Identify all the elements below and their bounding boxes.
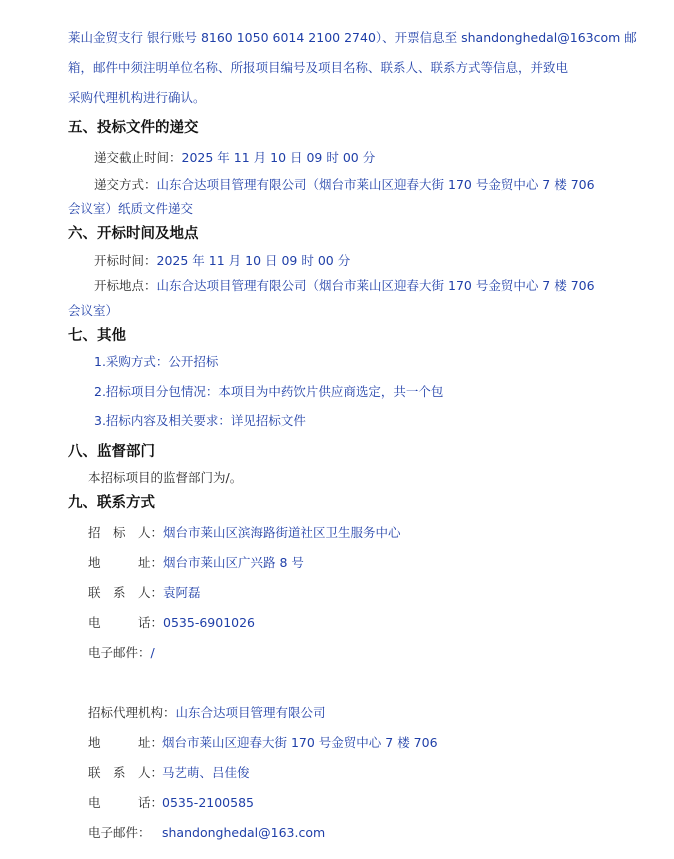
opening-place-value: 山东合达项目管理有限公司（烟台市莱山区迎春大街 170 号金贸中心 7 楼 706 bbox=[156, 278, 595, 293]
agency-email-label: 电子邮件： bbox=[88, 825, 151, 840]
tenderer-name-row bbox=[88, 524, 401, 542]
intro-line-3: 采购代理机构进行确认。 bbox=[68, 90, 206, 105]
opening-place-row bbox=[94, 277, 595, 295]
section-9-heading: 九、联系方式 bbox=[68, 495, 155, 511]
deadline-value: 2025 年 11 月 10 日 09 时 00 分 bbox=[181, 150, 376, 165]
other-item-3: 3.招标内容及相关要求：详见招标文件 bbox=[94, 413, 306, 428]
agency-phone-label: 电 话： bbox=[88, 795, 164, 810]
opening-time-label: 开标时间： bbox=[94, 253, 157, 268]
section-7-heading: 七、其他 bbox=[68, 328, 126, 344]
agency-contact-row bbox=[88, 764, 250, 782]
agency-email-value: shandonghedal@163.com bbox=[162, 825, 326, 840]
tenderer-address-value: 烟台市莱山区广兴路 8 号 bbox=[163, 555, 304, 570]
submit-method-value-cont: 会议室）纸质文件递交 bbox=[68, 201, 194, 216]
submit-method-value: 山东合达项目管理有限公司（烟台市莱山区迎春大街 170 号金贸中心 7 楼 706 bbox=[156, 177, 595, 192]
section-6-heading: 六、开标时间及地点 bbox=[68, 226, 199, 242]
deadline-label: 递交截止时间： bbox=[94, 150, 182, 165]
opening-time-value: 2025 年 11 月 10 日 09 时 00 分 bbox=[156, 253, 351, 268]
deadline-row bbox=[94, 149, 375, 167]
tenderer-phone-value: 0535-6901026 bbox=[163, 615, 256, 630]
agency-name-label: 招标代理机构： bbox=[88, 705, 176, 720]
opening-place-label: 开标地点： bbox=[94, 278, 157, 293]
tenderer-name-value: 烟台市莱山区滨海路街道社区卫生服务中心 bbox=[163, 525, 401, 540]
intro-line-1: 莱山金贸支行 银行账号 8160 1050 6014 2100 2740）、开票信息至 shandonghedal@163com 邮 bbox=[68, 30, 637, 45]
section-8-heading: 八、监督部门 bbox=[68, 444, 155, 460]
agency-phone-row bbox=[88, 794, 254, 812]
tenderer-email-value: / bbox=[150, 645, 155, 660]
agency-phone-value: 0535-2100585 bbox=[162, 795, 254, 810]
submit-method-label: 递交方式： bbox=[94, 177, 157, 192]
tenderer-contact-row bbox=[88, 584, 201, 602]
tenderer-phone-row bbox=[88, 614, 255, 632]
tenderer-email-label: 电子邮件： bbox=[88, 645, 151, 660]
agency-name-value: 山东合达项目管理有限公司 bbox=[175, 705, 326, 720]
other-item-2: 2.招标项目分包情况：本项目为中药饮片供应商选定，共一个包 bbox=[94, 384, 444, 399]
agency-email-row bbox=[88, 824, 325, 842]
agency-contact-label: 联 系 人： bbox=[88, 765, 164, 780]
submit-method-row bbox=[94, 176, 595, 194]
tenderer-address-row bbox=[88, 554, 304, 572]
supervision-text: 本招标项目的监督部门为/。 bbox=[88, 470, 243, 485]
tenderer-name-label: 招 标 人： bbox=[88, 525, 164, 540]
opening-place-value-cont: 会议室） bbox=[68, 303, 119, 318]
section-5-heading: 五、投标文件的递交 bbox=[68, 120, 199, 136]
tenderer-contact-label: 联 系 人： bbox=[88, 585, 164, 600]
opening-time-row bbox=[94, 252, 350, 270]
tenderer-address-label: 地 址： bbox=[88, 555, 164, 570]
intro-line-2: 箱，邮件中须注明单位名称、所报项目编号及项目名称、联系人、联系方式等信息，并致电 bbox=[68, 60, 569, 75]
tenderer-email-row bbox=[88, 644, 155, 662]
agency-address-row bbox=[88, 734, 438, 752]
agency-address-value: 烟台市莱山区迎春大街 170 号金贸中心 7 楼 706 bbox=[162, 735, 438, 750]
agency-name-row bbox=[88, 704, 326, 722]
tenderer-phone-label: 电 话： bbox=[88, 615, 164, 630]
agency-address-label: 地 址： bbox=[88, 735, 164, 750]
tenderer-contact-value: 袁阿磊 bbox=[163, 585, 201, 600]
agency-contact-value: 马艺萌、吕佳俊 bbox=[162, 765, 250, 780]
other-item-1: 1.采购方式：公开招标 bbox=[94, 354, 219, 369]
